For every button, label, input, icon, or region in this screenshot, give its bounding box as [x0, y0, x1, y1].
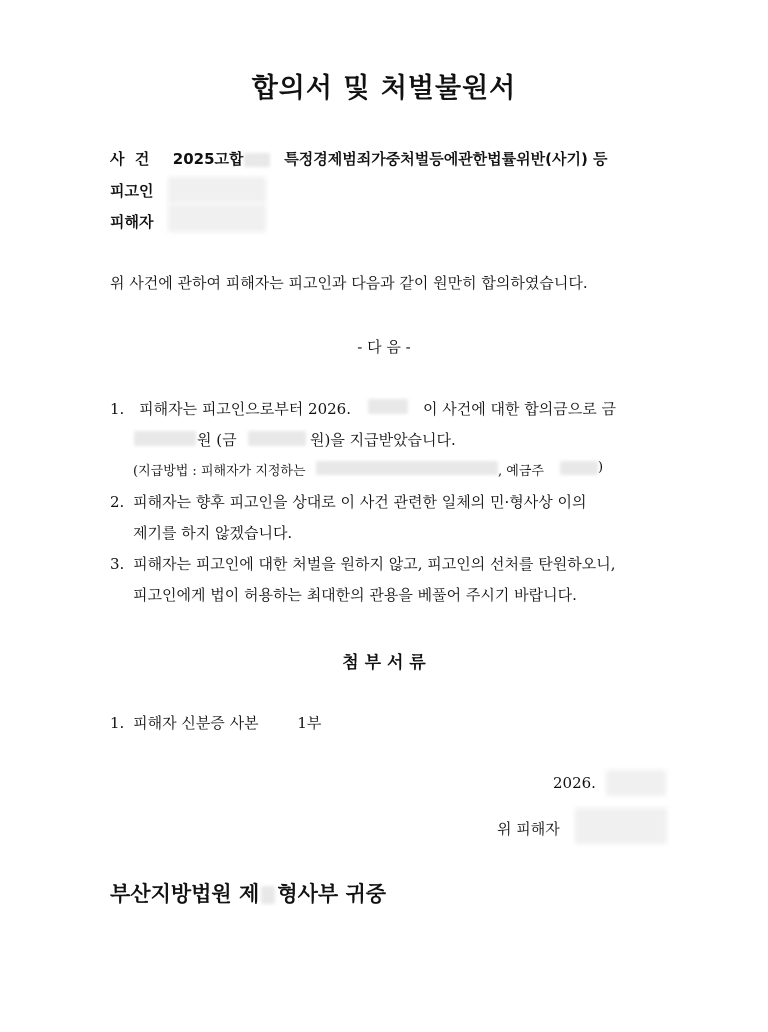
case-row — [110, 148, 608, 169]
separator-text: - 다 음 - — [357, 338, 411, 356]
case-number-redacted — [244, 153, 270, 167]
item1-amount-redacted — [134, 431, 196, 446]
item3-text-a: 피해자는 피고인에 대한 처벌을 원하지 않고, 피고인의 선처를 탄원하오니, — [133, 555, 616, 573]
defendant-name-redacted — [168, 177, 266, 203]
case-description: 특정경제범죄가중처벌등에관한법률위반(사기) 등 — [284, 150, 608, 168]
item1-text-c: 원 (금 — [197, 431, 237, 449]
item1-holder-redacted — [560, 461, 598, 475]
attachment-entry — [110, 712, 321, 733]
item1-text-g: ) — [598, 460, 604, 475]
item3-text-b: 피고인에게 법이 허용하는 최대한의 관용을 베풀어 주시기 바랍니다. — [133, 586, 577, 604]
item1-text-b: 이 사건에 대한 합의금으로 금 — [423, 400, 616, 418]
intro-text: 위 사건에 관하여 피해자는 피고인과 다음과 같이 원만히 합의하였습니다. — [110, 274, 588, 292]
item1-text-a: 피해자는 피고인으로부터 2026. — [139, 400, 351, 418]
item1-amount-number-redacted — [248, 431, 306, 446]
signature-date: 2026. — [553, 774, 596, 792]
item2-number: 2. — [110, 493, 125, 511]
signer-name-redacted — [575, 808, 667, 844]
court-suffix: 형사부 귀중 — [277, 882, 387, 906]
case-label: 사 건 — [110, 150, 150, 168]
victim-name-redacted — [168, 204, 266, 232]
item1-number: 1. — [110, 400, 125, 418]
signature-date-redacted — [606, 770, 666, 796]
item3-number: 3. — [110, 555, 125, 573]
item1-text-e: (지급방법 : 피해자가 지정하는 — [133, 464, 306, 479]
defendant-label: 피고인 — [110, 182, 154, 200]
item1-text-d: 원)을 지급받았습니다. — [310, 431, 456, 449]
victim-label: 피해자 — [110, 213, 154, 231]
item1-date-redacted — [368, 399, 408, 414]
court-prefix: 부산지방법원 제 — [110, 882, 260, 906]
victim-row — [110, 211, 168, 232]
item1-text-f: , 예금주 — [498, 464, 544, 479]
court-addressee — [110, 878, 386, 908]
item1-account-redacted — [316, 461, 498, 475]
attachment-number: 1. — [110, 714, 125, 732]
defendant-row — [110, 180, 168, 201]
case-number: 2025고합 — [172, 150, 244, 168]
document-title: 합의서 및 처벌불원서 — [251, 73, 517, 104]
signer-label: 위 피해자 — [497, 820, 560, 838]
court-division-redacted — [261, 886, 275, 904]
attachments-heading: 첨 부 서 류 — [342, 653, 426, 673]
item2-text-a: 피해자는 향후 피고인을 상대로 이 사건 관련한 일체의 민·형사상 이의 — [133, 493, 587, 511]
attachment-name: 피해자 신분증 사본 — [133, 714, 259, 732]
item2-text-b: 제기를 하지 않겠습니다. — [133, 524, 293, 542]
item2-line1 — [110, 491, 587, 512]
item1-line1 — [110, 398, 351, 419]
item3-line1 — [110, 553, 615, 574]
attachment-count: 1부 — [297, 714, 322, 732]
